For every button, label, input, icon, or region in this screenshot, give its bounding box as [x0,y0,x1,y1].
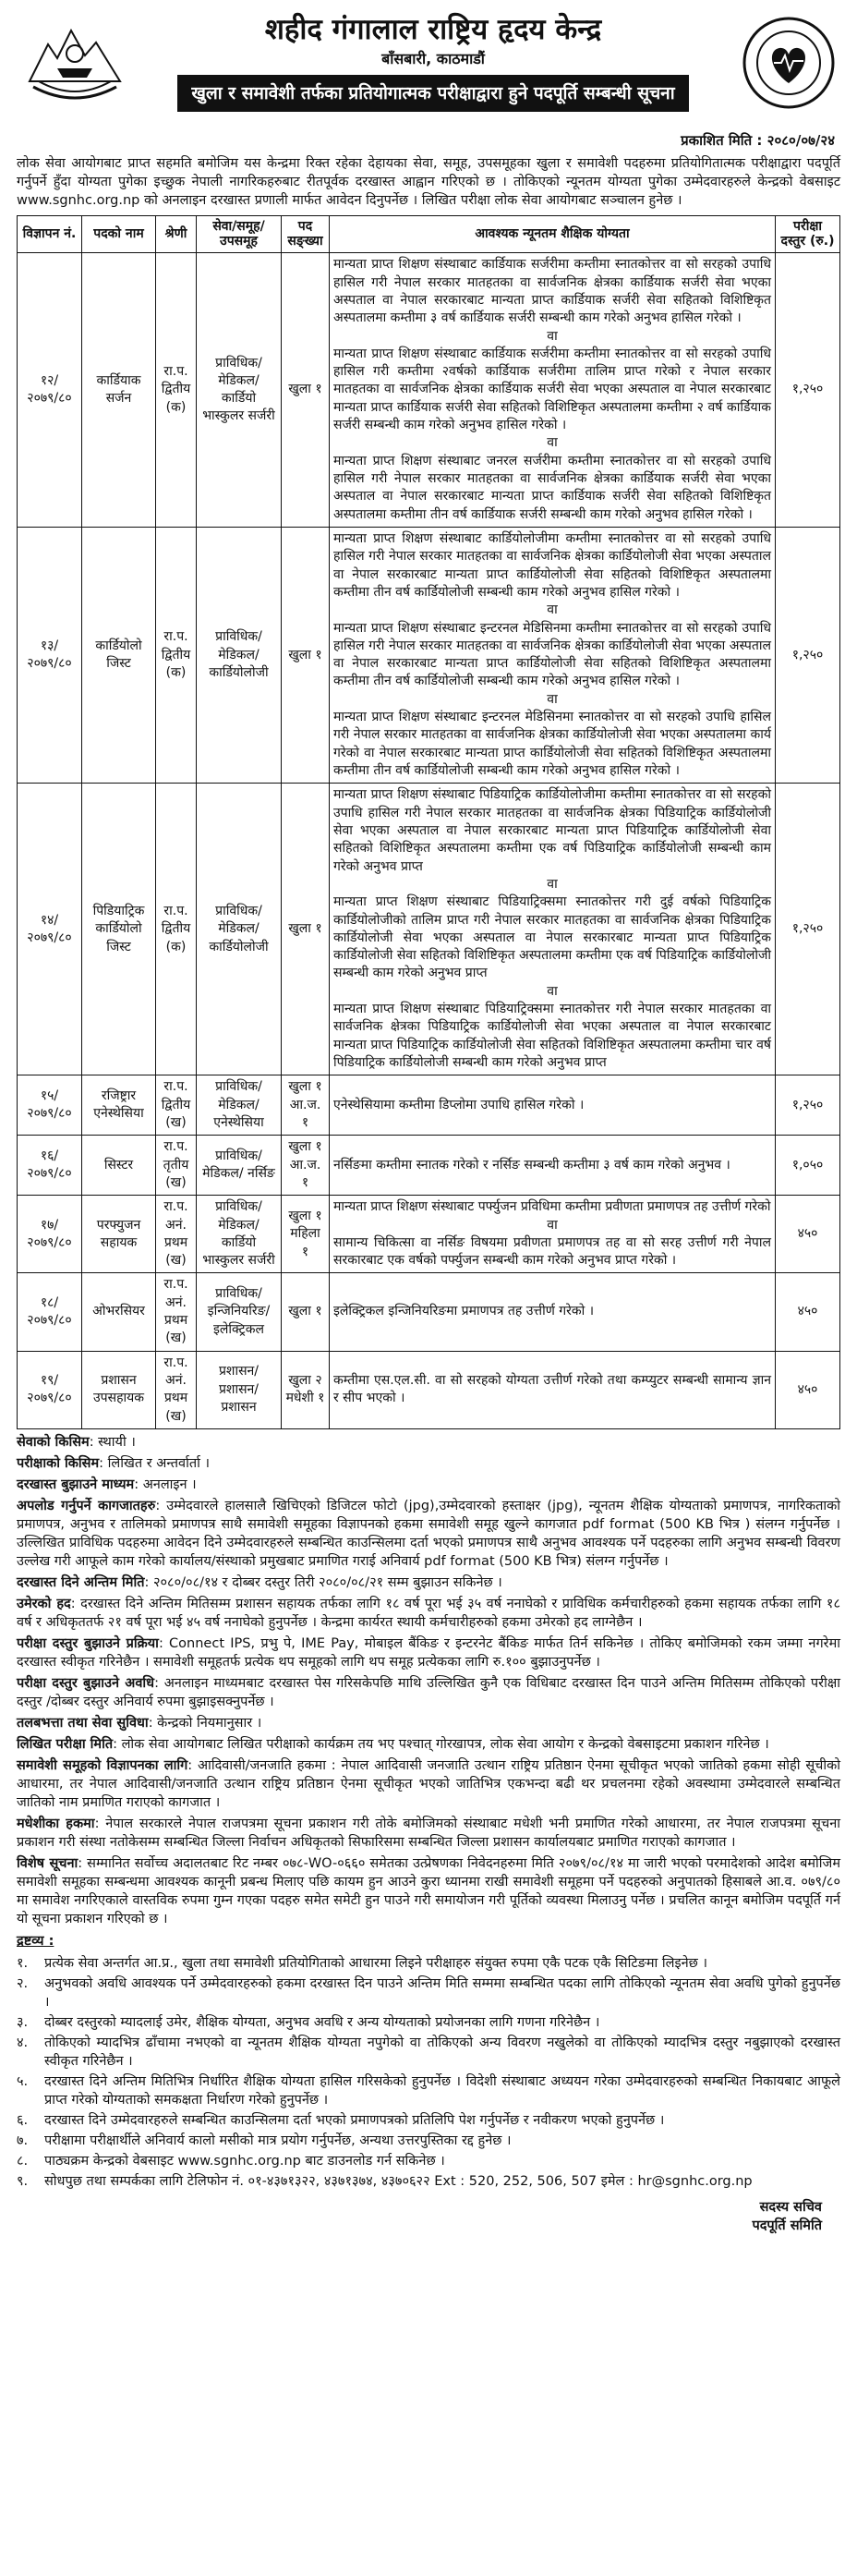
cell-service: प्रशासन/ प्रशासन/ प्रशासन [197,1351,282,1428]
cell-post: कार्डियाक सर्जन [82,253,156,528]
note-number: ४. [17,2035,29,2050]
cell-post: सिस्टर [82,1136,156,1196]
cell-post: ओभरसियर [82,1273,156,1351]
list-item [17,2072,840,2109]
col-header-adv-no: विज्ञापन नं. [18,215,82,253]
note-number: ६. [17,2112,29,2128]
qualification-text: मान्यता प्राप्त शिक्षण संस्थाबाट पिडियाट्रिक कार्डियोलोजीमा कम्तीमा स्नातकोत्तर वा सो सरहको उपाधि हासिल गरी नेपाल सरकार मातहतका वा सार्वजनिक क्षेत्रका पिडियाट्रिक कार्डियोलोजी सेवा भएका अस्पताल वा नेपाल सरकारबाट मान्यता प्राप्त पिडियाट्रिक कार्डियोलोजी सेवा सहितको विशिष्टिकृत अस्पतालमा कम्तीमा एक वर्ष पिडियाट्रिक कार्डियोलोजी सम्बन्धी काम गरेको अनुभव प्राप्त [333,787,771,874]
detail-label: समावेशी समूहको विज्ञापनका लागि [17,1757,188,1773]
header [17,13,840,129]
qualification-text: मान्यता प्राप्त शिक्षण संस्थाबाट कार्डियाक सर्जरीमा कम्तीमा स्नातकोत्तर वा सो सरहको उपाधि हासिल गरी कम्तीमा २वर्षको कार्डियाक सर्जरीमा तालिम प्राप्त गरेको र नेपाल सरकार मातहतका वा सार्वजनिक क्षेत्रका कार्डियाक सर्जरी सेवा भएका अस्पताल वा नेपाल सरकारबाट मान्यता प्राप्त कार्डियाक सर्जरी सेवा सहितको विशिष्टिकृत अस्पतालमा कम्तीमा २ वर्ष कार्डियाक सर्जरी सम्बन्धी काम गरेको अनुभव हासिल गरेको । [333,346,771,433]
detail-line [17,1454,840,1473]
qualification-text: मान्यता प्राप्त शिक्षण संस्थाबाट कार्डियाक सर्जरीमा कम्तीमा स्नातकोत्तर वा सो सरहको उपाधि हासिल गरी नेपाल सरकार मातहतका वा सार्वजनिक क्षेत्रका कार्डियाक सर्जरी सेवा भएका अस्पताल वा नेपाल सरकारबाट मान्यता प्राप्त कार्डियाक सर्जरी सेवा सहितको विशिष्टिकृत अस्पतालमा कम्तीमा ३ वर्ष कार्डियाक सर्जरी सम्बन्धी काम गरेको अनुभव हासिल गरेको । [333,257,771,326]
list-item [17,2172,840,2191]
qualification-text: इलेक्ट्रिकल इन्जिनियरिङमा प्रमाणपत्र तह उत्तीर्ण गरेको । [333,1304,595,1319]
cell-qualification [330,1075,776,1136]
table-row [18,1196,840,1273]
cell-grade: रा.प. अनं. प्रथम (ख) [156,1196,197,1273]
detail-text: : केन्द्रको नियमानुसार । [148,1715,262,1731]
cell-grade: रा.प. अनं. प्रथम (ख) [156,1273,197,1351]
cell-qualification [330,1196,776,1273]
list-item [17,2013,840,2032]
cell-qualification [330,1273,776,1351]
detail-label: विशेष सूचना [17,1855,78,1871]
cell-service: प्राविधिक/ मेडिकल/ कार्डियोलोजी [197,527,282,783]
detail-text: : नेपाल सरकारले नेपाल राजपत्रमा सूचना प्रकाशन गरी तोके बमोजिमको संस्थाबाट मधेशी भनी प्रमाणित गरेको आधारमा, तर नेपाल राजपत्रमा सूचना प्रकाशन गरी संस्था नतोकेसम्म सम्बन्धित जिल्ला निर्वाचन अधिकृतको सिफारिसमा सम्बन्धित जिल्ला प्रशासन कार्यालयबाट प्रमाणित गराएको कागजात । [17,1816,840,1850]
cell-fee: १,२५० [776,527,840,783]
cell-qualification [330,1136,776,1196]
note-text: तोकिएको म्यादभित्र ढाँचामा नभएको वा न्यूनतम शैक्षिक योग्यता नपुगेको वा तोकिएको अन्य विवरण नखुलेको वा तोकिएको म्यादभित्र दस्तुर नबुझाएको दरखास्त स्वीकृत गरिनेछैन । [44,2035,840,2069]
or-separator: वा [547,691,558,707]
detail-label: उमेरको हद [17,1596,71,1611]
cell-adv-no: १६/ २०७९/८० [18,1136,82,1196]
detail-line [17,1595,840,1632]
cell-post: पिडियाट्रिक कार्डियोलो जिस्ट [82,784,156,1075]
detail-text: : सम्मानित सर्वोच्च अदालतबाट रिट नम्बर ०७८-WO-०६६० समेतका उत्प्रेषणका निवेदनहरुमा मिति २०७९/०८/१४ मा जारी भएको परमादेशको आदेश बमोजिम समावेशी समूहका सम्बन्धमा आवश्यक कानूनी प्रबन्ध मिलाए पछि कायम हुन आउने कुरा ध्यानमा राखी समावेशी समूहमा पर्ने पदहरुको अनुपातको हिसाबले आ.व. ०७९/८० मा समावेश नगरिएकाले वास्तविक रुपमा गुम्न गएका पदहरु समेत समेटी हुन पाउने गरी समायोजन गरी पूर्तिको व्यवस्था मिलाउनु पर्नेछ । प्रचलित कानून बमोजिम पदपूर्ति गर्न यो सूचना प्रकाशन गरिएको छ । [17,1855,840,1926]
note-number: ३. [17,2014,29,2030]
note-text: दरखास्त दिने उम्मेदवारहरुले सम्बन्धित काउन्सिलमा दर्ता भएको प्रमाणपत्रको प्रतिलिपि पेश गर्नुपर्नेछ र नवीकरण भएको हुनुपर्नेछ । [44,2112,665,2128]
cell-adv-no: १८/ २०७९/८० [18,1273,82,1351]
cell-service: प्राविधिक/ मेडिकल/ कार्डियो भास्कुलर सर्जरी [197,1196,282,1273]
org-location: बाँसबारी, काठमाडौं [381,50,485,68]
cell-service: प्राविधिक/ इन्जिनियरिङ/ इलेक्ट्रिकल [197,1273,282,1351]
cell-count: खुला १ [282,784,330,1075]
org-name: शहीद गंगालाल राष्ट्रिय हृदय केन्द्र [264,13,602,46]
note-number: ५. [17,2073,29,2089]
vacancy-table [17,215,840,1429]
cell-grade: रा.प. द्वितीय (क) [156,784,197,1075]
list-item [17,2152,840,2170]
intro-paragraph: लोक सेवा आयोगबाट प्राप्त सहमति बमोजिम यस केन्द्रमा रिक्त रहेका देहायका सेवा, समूह, उपसमूहका खुला र समावेशी पदहरुमा प्रतियोगितात्मक परीक्षाद्वारा पदपूर्ति गर्नुपर्ने हुँदा योग्यता पुगेका इच्छुक नेपाली नागरिकहरुबाट रीतपूर्वक दरखास्त आह्वान गरिएको छ । तोकिएको न्यूनतम योग्यता पुगेका उम्मेदवारहरुले केन्द्रको वेबसाइट www.sgnhc.org.np को अनलाइन दरखास्त प्रणाली मार्फत आवेदन दिनुपर्नेछ । लिखित परीक्षा लोक सेवा आयोगबाट सञ्चालन हुनेछ । [17,155,841,208]
table-row [18,1351,840,1428]
detail-line [17,1815,840,1852]
cell-fee: १,२५० [776,253,840,528]
note-number: ७. [17,2132,29,2148]
detail-line [17,1714,840,1732]
cell-count: खुला १ [282,1273,330,1351]
cell-grade: रा.प. द्वितीय (ख) [156,1075,197,1136]
detail-label: सेवाको किसिम [17,1434,90,1450]
cell-adv-no: १९/ २०७९/८० [18,1351,82,1428]
detail-line [17,1756,840,1812]
list-item [17,2034,840,2071]
cell-count: खुला १ आ.ज. १ [282,1075,330,1136]
detail-label: परीक्षाको किसिम [17,1455,100,1471]
cell-adv-no: १३/ २०७९/८० [18,527,82,783]
detail-text: : लोक सेवा आयोगबाट लिखित परीक्षाको कार्यक्रम तय भए पश्चात् गोरखापत्र, लोक सेवा आयोग र केन्द्रको वेबसाइटमा प्रकाशन गरिनेछ । [113,1736,769,1752]
detail-line [17,1476,840,1494]
table-row [18,527,840,783]
cell-fee: ४५० [776,1273,840,1351]
cell-grade: रा.प. अनं. प्रथम (ख) [156,1351,197,1428]
detail-line [17,1574,840,1592]
or-separator: वा [547,876,558,892]
note-number: ९. [17,2173,29,2189]
detail-line [17,1854,840,1928]
or-separator: वा [547,602,558,618]
col-header-grade: श्रेणी [156,215,197,253]
detail-text: : उम्मेदवारले हालसालै खिचिएको डिजिटल फोटो (jpg),उम्मेदवारको हस्ताक्षर (jpg), न्यूनतम शैक्षिक योग्यताको प्रमाणपत्र, नागरिकताको प्रमाणपत्र, अनुभव र तालिमको प्रमाणपत्र साथै समावेशी समूहका विज्ञापनको हकमा समावेशी समूह खुल्ने कागजात pdf format (500 KB भित्र ) संलग्न गर्नुपर्नेछ । उल्लिखित प्राविधिक पदहरुमा आवेदन दिने उम्मेदवारहरुले सम्बन्धित काउन्सिलमा दर्ता भएको प्रमाणपत्र साथै अनुभव आवश्यक पर्ने पदहरुका लागि अनुभव सम्बन्धी विवरण उल्लेख गरी आफूले काम गरेको कार्यालय/संस्थाको प्रमुखबाट प्रमाणित गराई अनिवार्य pdf format (500 KB भित्र) संलग्न गर्नुपर्नेछ । [17,1498,841,1569]
list-item [17,1975,840,2011]
detail-text: : स्थायी । [89,1434,136,1450]
notes-title: द्रष्टव्य : [17,1933,54,1949]
cell-count: खुला १ आ.ज. १ [282,1136,330,1196]
note-text: परीक्षामा परीक्षार्थीले अनिवार्य कालो मसीको मात्र प्रयोग गर्नुपर्नेछ, अन्यथा उत्तरपुस्तिका रद्द हुनेछ । [44,2132,512,2148]
col-header-qualification: आवश्यक न्यूनतम शैक्षिक योग्यता [330,215,776,253]
col-header-count: पद सङ्ख्या [282,215,330,253]
detail-label: परीक्षा दस्तुर बुझाउने अवधि [17,1675,155,1691]
qualification-text: नर्सिङमा कम्तीमा स्नातक गरेको र नर्सिङ सम्बन्धी कम्तीमा ३ वर्ष काम गरेको अनुभव । [333,1157,730,1173]
notice-banner: खुला र समावेशी तर्फका प्रतियोगात्मक परीक्षाद्वारा हुने पदपूर्ति सम्बन्धी सूचना [177,75,688,112]
col-header-service: सेवा/समूह/ उपसमूह [197,215,282,253]
note-text: सोधपुछ तथा सम्पर्कका लागि टेलिफोन नं. ०१-४३७१३२२, ४३७१३७४, ४३७०६२२ Ext : 520, 252, 506, 507 इमेल : hr@sgnhc.org.np [44,2173,753,2189]
note-text: दरखास्त दिने अन्तिम मितिभित्र निर्धारित शैक्षिक योग्यता हासिल गरिसकेको हुनुपर्नेछ । विदेशी संस्थाबाट अध्ययन गरेका उम्मेदवारहरुको सम्बन्धित निकायबाट आफूले प्राप्त गरेको योग्यताको समकक्षता निर्धारण गरेको हुनुपर्नेछ । [44,2073,840,2108]
signature-committee: पदपूर्ति समिति [752,2218,822,2234]
note-text: अनुभवको अवधि आवश्यक पर्ने उम्मेदवारहरुको हकमा दरखास्त दिन पाउने अन्तिम मिति सम्ममा सम्बन्धित पदका लागि तोकिएको न्यूनतम सेवा अवधि पुगेको हुनुपर्नेछ । [44,1975,840,2010]
cell-grade: रा.प. तृतीय (ख) [156,1136,197,1196]
note-number: १. [17,1955,29,1971]
or-separator: वा [547,983,558,999]
cell-fee: १,०५० [776,1136,840,1196]
detail-text: : लिखित र अन्तर्वार्ता । [99,1455,211,1471]
cell-service: प्राविधिक/ मेडिकल/ नर्सिङ [197,1136,282,1196]
qualification-text: मान्यता प्राप्त शिक्षण संस्थाबाट इन्टरनल मेडिसिनमा स्नातकोत्तर वा सो सरहको उपाधि हासिल गरी नेपाल सरकार मातहतका वा सार्वजनिक क्षेत्रका कार्डियोलोजी सेवा भएका अस्पतालमा कार्य गरेको वा नेपाल सरकारबाट मान्यता प्राप्त कार्डियोलोजी सेवा सहितको विशिष्टिकृत अस्पतालमा कम्तीमा तीन वर्ष कार्डियोलोजी सम्बन्धी काम गरेको अनुभव हासिल गरेको । [333,710,771,779]
or-separator: वा [547,1217,558,1233]
cell-count: खुला १ [282,527,330,783]
cell-adv-no: १७/ २०७९/८० [18,1196,82,1273]
cell-post: प्रशासन उपसहायक [82,1351,156,1428]
detail-label: लिखित परीक्षा मिति [17,1736,114,1752]
detail-text: : अनलाइन । [134,1476,197,1492]
list-item [17,2111,840,2130]
qualification-text: मान्यता प्राप्त शिक्षण संस्थाबाट पिडियाट्रिक्समा स्नातकोत्तर गरी नेपाल सरकार मातहतका वा सार्वजनिक क्षेत्रका पिडियाट्रिक कार्डियोलोजी सेवा भएका अस्पताल वा नेपाल सरकारबाट मान्यता प्राप्त पिडियाट्रिक कार्डियोलोजी सेवा सहितको विशिष्टिकृत अस्पतालमा कम्तीमा चार वर्ष पिडियाट्रिक कार्डियोलोजी सम्बन्धी काम गरेको अनुभव प्राप्त [333,1002,771,1071]
qualification-text: एनेस्थेसियामा कम्तीमा डिप्लोमा उपाधि हासिल गरेको । [333,1097,585,1112]
cell-post: रजिष्ट्रार एनेस्थेसिया [82,1075,156,1136]
table-row [18,253,840,528]
detail-label: अपलोड गर्नुपर्ने कागजातहरु [17,1498,156,1513]
cell-fee: ४५० [776,1351,840,1428]
qualification-text: मान्यता प्राप्त शिक्षण संस्थाबाट जनरल सर्जरीमा कम्तीमा स्नातकोत्तर वा सो सरहको उपाधि हासिल गरी नेपाल सरकार मातहतका वा सार्वजनिक क्षेत्रका कार्डियाक सर्जरी सेवा भएका अस्पताल वा नेपाल सरकारबाट मान्यता प्राप्त कार्डियाक सर्जरी सेवा सहितको विशिष्टिकृत अस्पतालमा कम्तीमा तीन वर्ष कार्डियाक सर्जरी सम्बन्धी काम गरेको अनुभव हासिल गरेको । [333,453,771,522]
note-number: २. [17,1975,29,1991]
signature-title: सदस्य सचिव [759,2199,822,2215]
cell-adv-no: १५/ २०७९/८० [18,1075,82,1136]
detail-line [17,1674,840,1711]
table-row [18,784,840,1075]
cell-fee: १,२५० [776,784,840,1075]
detail-line [17,1735,840,1754]
cell-qualification [330,527,776,783]
qualification-text: मान्यता प्राप्त शिक्षण संस्थाबाट पिडियाट्रिक्समा स्नातकोत्तर गरी दुई वर्षको पिडियाट्रिक कार्डियोलोजीको तालिम प्राप्त गरी नेपाल सरकार मातहतका वा सार्वजनिक क्षेत्रका पिडियाट्रिक कार्डियोलोजी सेवा भएका अस्पताल वा नेपाल सरकारबाट मान्यता प्राप्त पिडियाट्रिक कार्डियोलोजी सेवा सहितको विशिष्टिकृत अस्पतालमा कम्तीमा एक वर्ष पिडियाट्रिक कार्डियोलोजी सम्बन्धी काम गरेको अनुभव प्राप्त [333,894,771,981]
note-text: प्रत्येक सेवा अन्तर्गत आ.प्र., खुला तथा समावेशी प्रतियोगिताको आधारमा लिइने परीक्षाहरु संयुक्त रुपमा एकै पटक एकै सिटिङमा लिइनेछ । [44,1955,707,1971]
cell-grade: रा.प. द्वितीय (क) [156,253,197,528]
detail-label: दरखास्त बुझाउने माध्यम [17,1476,135,1492]
cell-fee: १,२५० [776,1075,840,1136]
col-header-post: पदको नाम [82,215,156,253]
cell-qualification [330,253,776,528]
cell-qualification [330,1351,776,1428]
cell-count: खुला २ मधेशी १ [282,1351,330,1428]
cell-fee: ४५० [776,1196,840,1273]
cell-count: खुला १ महिला १ [282,1196,330,1273]
header-center [137,13,730,112]
note-text: पाठ्यक्रम केन्द्रको वेबसाइट www.sgnhc.org.np बाट डाउनलोड गर्न सकिनेछ । [44,2153,445,2169]
note-number: ८. [17,2153,29,2169]
cell-post: कार्डियोलो जिस्ट [82,527,156,783]
qualification-text: मान्यता प्राप्त शिक्षण संस्थाबाट इन्टरनल मेडिसिनमा कम्तीमा स्नातकोत्तर वा सो सरहको उपाधि हासिल गरी नेपाल सरकार मातहतका वा सार्वजनिक क्षेत्रका कार्डियोलोजी सेवा भएका अस्पताल वा नेपाल सरकारबाट मान्यता प्राप्त कार्डियोलोजी सेवा सहितको विशिष्टिकृत अस्पतालमा कम्तीमा तीन वर्ष कार्डियोलोजी सम्बन्धी काम गरेको अनुभव हासिल गरेको । [333,620,771,689]
nepal-emblem-logo [20,17,129,105]
cell-post: परफ्युजन सहायक [82,1196,156,1273]
note-text: दोब्बर दस्तुरको म्यादलाई उमेर, शैक्षिक योग्यता, अनुभव अवधि र अन्य योग्यताको प्रयोजनका लागि गणना गरिनेछैन । [44,2014,600,2030]
table-row [18,1273,840,1351]
qualification-text: मान्यता प्राप्त शिक्षण संस्थाबाट पर्फ्युजन प्रविधिमा कम्तीमा प्रवीणता प्रमाणपत्र तह उत्तीर्ण गरेको [333,1199,771,1215]
cell-qualification [330,784,776,1075]
table-header-row [18,215,840,253]
publish-date: प्रकाशित मिति : २०८०/०७/२४ [681,132,835,149]
detail-label: परीक्षा दस्तुर बुझाउने प्रक्रिया [17,1635,159,1651]
table-row [18,1075,840,1136]
list-item [17,2132,840,2150]
list-item [17,1954,840,1973]
detail-label: मधेशीका हकमा [17,1816,95,1831]
detail-label: तलबभत्ता तथा सेवा सुविधा [17,1715,149,1731]
table-row [18,1136,840,1196]
cell-adv-no: १४/ २०७९/८० [18,784,82,1075]
cell-adv-no: १२/ २०७९/८० [18,253,82,528]
cell-count: खुला १ [282,253,330,528]
qualification-text: कम्तीमा एस.एल.सी. वा सो सरहको योग्यता उत्तीर्ण गरेको तथा कम्प्युटर सम्बन्धी सामान्य ज्ञान र सीप भएको । [333,1373,771,1406]
detail-line [17,1634,840,1671]
detail-text: : २०८०/०८/१४ र दोब्बर दस्तुर तिरी २०८०/०८/२१ सम्म बुझाउन सकिनेछ । [144,1574,502,1590]
detail-line [17,1497,840,1571]
detail-text: : अनलाइन माध्यमबाट दरखास्त पेस गरिसकेपछि माथि उल्लिखित कुनै एक विधिबाट दरखास्त दिन पाउने अन्तिम मितिसम्म तोकिएको परीक्षा दस्तुर /दोब्बर दस्तुर अनिवार्य रुपमा बुझाइसक्नुपर्नेछ । [17,1675,841,1709]
detail-line [17,1433,840,1452]
signature-block [17,2198,822,2236]
cell-service: प्राविधिक/ मेडिकल/ कार्डियोलोजी [197,784,282,1075]
detail-text: : आदिवासी/जनजाति हकमा : नेपाल आदिवासी जनजाति उत्थान राष्ट्रिय प्रतिष्ठान ऐनमा सूचीकृत भएको जातिको हकमा सोही सूचीको आधारमा, तर नेपाल आदिवासी/जनजाति उत्थान राष्ट्रिय प्रतिष्ठान ऐनमा सूचीकृत भएको जातिभित्र एकभन्दा बढी थर प्रचलनमा रहेको अवस्थामा उम्मेदवारले सम्बन्धित जातिको नाम प्रमाणित गराएको कागजात । [17,1757,840,1810]
cell-grade: रा.प. द्वितीय (क) [156,527,197,783]
notice-details [17,1433,840,1928]
qualification-text: मान्यता प्राप्त शिक्षण संस्थाबाट कार्डियोलोजीमा कम्तीमा स्नातकोत्तर वा सो सरहको उपाधि हासिल गरी नेपाल सरकार मातहतका वा सार्वजनिक क्षेत्रका कार्डियोलोजी सेवा भएका अस्पताल वा नेपाल सरकारबाट मान्यता प्राप्त कार्डियोलोजी सेवा सहितको विशिष्टिकृत अस्पतालमा कम्तीमा तीन वर्ष कार्डियोलोजी सम्बन्धी काम गरेको अनुभव हासिल गरेको । [333,530,771,600]
cell-service: प्राविधिक/ मेडिकल/ कार्डियो भास्कुलर सर्जरी [197,253,282,528]
notes-list [17,1954,840,2191]
detail-text: : दरखास्त दिने अन्तिम मितिसम्म प्रशासन सहायक तर्फका लागि १८ वर्ष पूरा भई ३५ वर्ष ननाघेको र प्राविधिक कर्मचारीहरुको हकमा सहायक तर्फका लागि १८ वर्ष र अधिकृततर्फ २१ वर्ष पूरा भई ४५ वर्ष ननाघेको हुनुपर्नेछ । केन्द्रमा कार्यरत स्थायी कर्मचारीहरुको हकमा उमेरको हद लाग्नेछैन । [17,1596,840,1630]
or-separator: वा [547,435,558,451]
cell-service: प्राविधिक/ मेडिकल/ एनेस्थेसिया [197,1075,282,1136]
detail-label: दरखास्त दिने अन्तिम मिति [17,1574,145,1590]
detail-text: : Connect IPS, प्रभु पे, IME Pay, मोबाइल बैंकिङ र इन्टरनेट बैंकिङ मार्फत तिर्न सकिनेछ । तोकिए बमोजिमको रकम जम्मा नगरेमा दरखास्त स्वीकृत गरिनेछैन । समावेशी समूहतर्फ प्रत्येक थप समूहको लागि थप समूह प्रत्येकका लागि रु.१०० बुझाउनुपर्नेछ । [17,1635,840,1670]
hospital-heart-logo [741,15,837,111]
or-separator: वा [547,328,558,344]
col-header-fee: परीक्षा दस्तुर (रु.) [776,215,840,253]
qualification-text: सामान्य चिकित्सा वा नर्सिङ विषयमा प्रवीणता प्रमाणपत्र तह वा सो सरह उत्तीर्ण गरी नेपाल सरकारबाट एक वर्षको पर्फ्युजन सम्बन्धी काम गरेको अनुभव प्राप्त गरेको । [333,1234,771,1269]
